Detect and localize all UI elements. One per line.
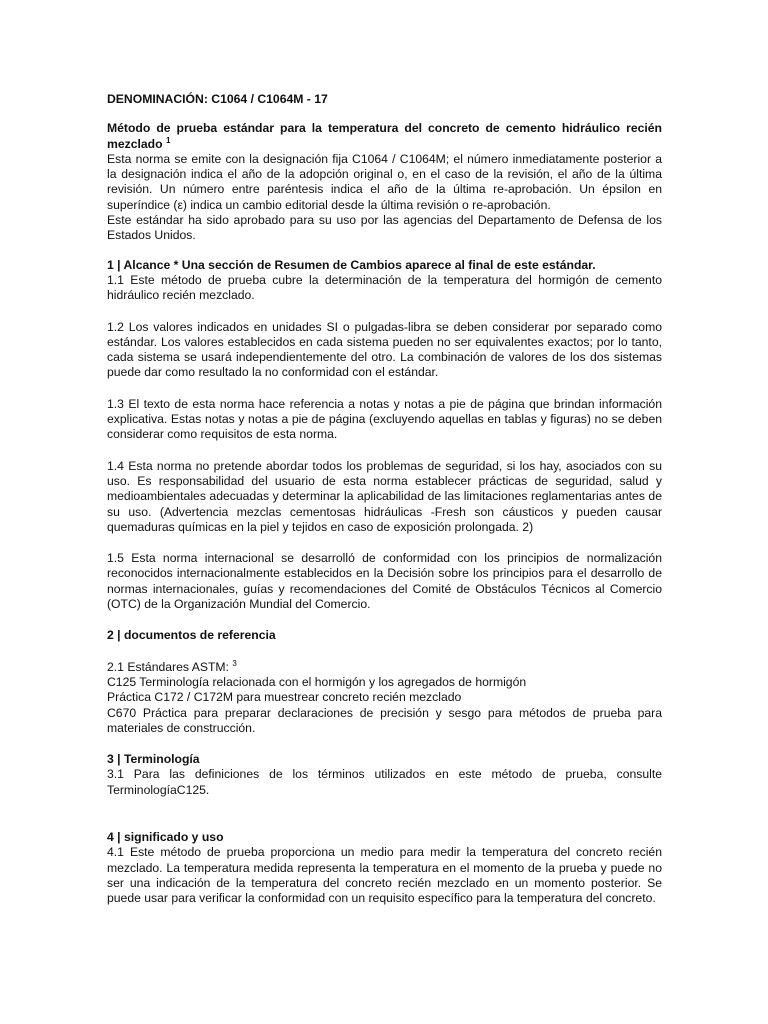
section-1-heading: 1 | Alcance * Una sección de Resumen de Cambios aparece al final de este estándar. (107, 257, 596, 272)
spacer (107, 736, 662, 752)
standard-designation: DENOMINACIÓN: C1064 / C1064M - 17 (107, 92, 328, 106)
approval-paragraph: Este estándar ha sido aprobado para su uso por las agencias del Departamento de Defensa de los Estados Unidos. (107, 213, 662, 243)
document-title (107, 121, 662, 152)
spacer (107, 107, 662, 121)
paragraph-2-1 (107, 660, 662, 675)
paragraph-2-1-text: 2.1 Estándares ASTM: (107, 659, 229, 674)
spacer (107, 644, 662, 660)
spacer (107, 244, 662, 258)
section-2-heading: 2 | documentos de referencia (107, 628, 276, 643)
title-footnote-marker: 1 (165, 135, 171, 145)
spacer (107, 304, 662, 320)
reference-c172: Práctica C172 / C172M para muestrear concreto recién mezclado (107, 690, 462, 705)
paragraph-4-1: 4.1 Este método de prueba proporciona un medio para medir la temperatura del concreto recién mezclado. La temperatura medida representa la temperatura en el momento de la prueba y puede no ser una indicación de la temperatura del concreto recién mezclado en un momento posterior. Se puede usar para verificar la conformidad con un requisito específico para la temperatura del concreto. (107, 845, 662, 906)
spacer (107, 535, 662, 551)
paragraph-1-3: 1.3 El texto de esta norma hace referencia a notas y notas a pie de página que brindan información explicativa. Estas notas y notas a pie de página (excluyendo aquellas en tablas y figuras) no se deben considerar como requisitos de esta norma. (107, 396, 662, 442)
spacer (107, 443, 662, 459)
intro-paragraph: Esta norma se emite con la designación fija C1064 / C1064M; el número inmediatamente posterior a la designación indica el año de la adopción original o, en el caso de la revisión, el año de la última revisión. Un número entre paréntesis indica el año de la última re-aprobación. Un épsilon en superíndice (ε) indica un cambio editorial desde la última revisión o re-aprobación. (107, 151, 662, 212)
section-4-heading: 4 | significado y uso (107, 829, 224, 844)
paragraph-3-1: 3.1 Para las definiciones de los términos utilizados en este método de prueba, consulte TerminologíaC125. (107, 767, 662, 797)
spacer (107, 381, 662, 397)
paragraph-1-5: 1.5 Esta norma internacional se desarrolló de conformidad con los principios de normalización reconocidos internacionalmente establecidos en la Decisión sobre los principios para el desarrollo de normas internacionales, guías y recomendaciones del Comité de Obstáculos Técnicos al Comercio (OTC) de la Organización Mundial del Comercio. (107, 551, 662, 612)
document-title-text: Método de prueba estándar para la temperatura del concreto de cemento hidráulico recién mezclado (107, 121, 662, 151)
paragraph-1-4: 1.4 Esta norma no pretende abordar todos los problemas de seguridad, si los hay, asociados con su uso. Es responsabilidad del usuario de esta norma establecer prácticas de seguridad, salud y medioambientales adecuadas y determinar la aplicabilidad de las limitaciones reglamentarias antes de su uso. (Advertencia mezclas cementosas hidráulicas -Fresh son cáusticos y pueden causar quemaduras químicas en la piel y tejidos en caso de exposición prolongada. 2) (107, 458, 662, 534)
document-page (107, 92, 662, 906)
spacer (107, 798, 662, 830)
paragraph-1-1: 1.1 Este método de prueba cubre la determinación de la temperatura del hormigón de cemento hidráulico recién mezclado. (107, 272, 662, 303)
section-3-heading: 3 | Terminología (107, 752, 200, 767)
spacer (107, 612, 662, 628)
reference-c670: C670 Práctica para preparar declaraciones de precisión y sesgo para métodos de prueba para materiales de construcción. (107, 705, 662, 735)
astm-footnote-marker: 3 (232, 658, 237, 668)
paragraph-1-2: 1.2 Los valores indicados en unidades SI o pulgadas-libra se deben considerar por separado como estándar. Los valores establecidos en cada sistema pueden no ser equivalentes exactos; por lo tanto, cada sistema se usará independientemente del otro. La combinación de valores de los dos sistemas puede dar como resultado la no conformidad con el estándar. (107, 319, 662, 380)
reference-c125: C125 Terminología relacionada con el hormigón y los agregados de hormigón (107, 674, 527, 689)
